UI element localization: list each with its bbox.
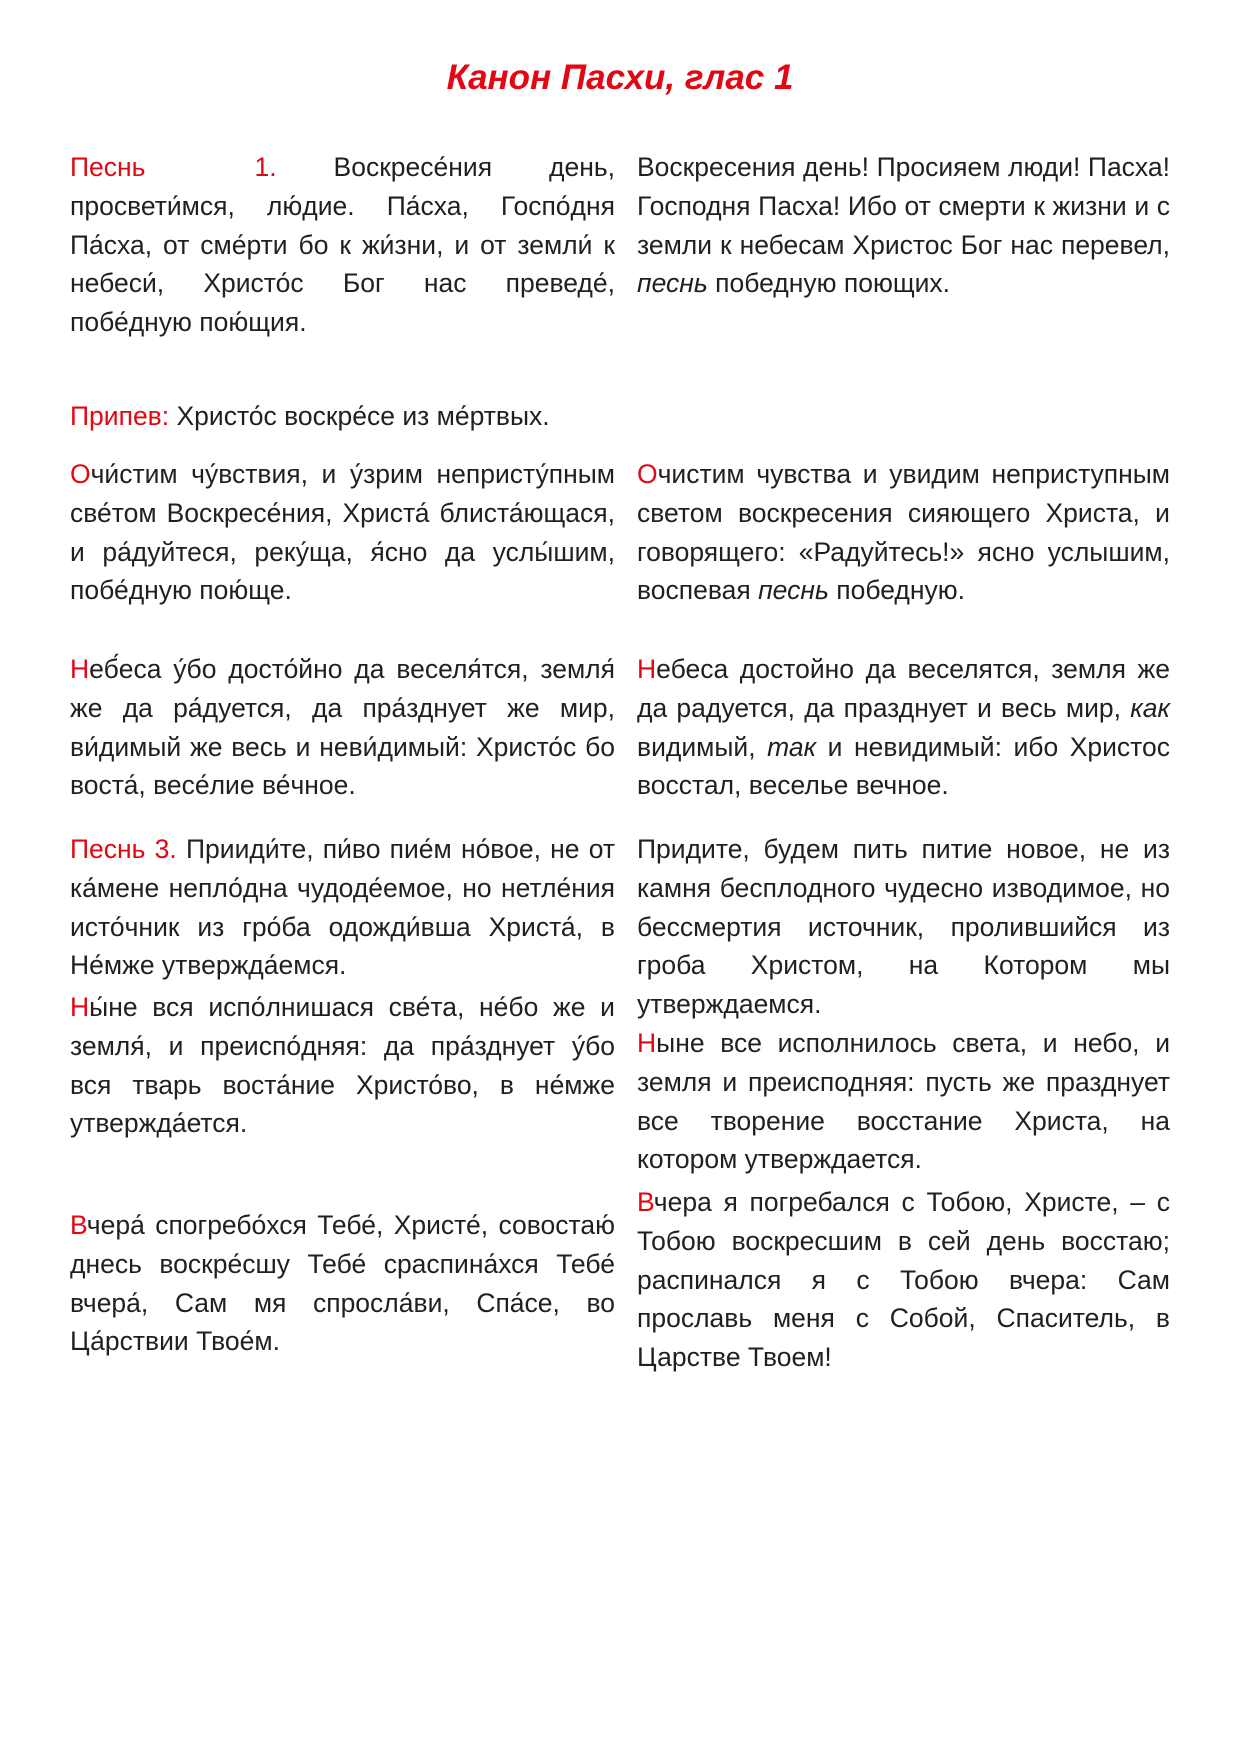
red-initial: Н [70,992,90,1022]
troparion-nebesa-russian: Небеса достойно да веселятся, земля же да радуется, да празднует и весь мир, как видимый, так и невидимый: ибо Христос восстал, веселье вечное. [637,654,1170,801]
troparion-ochistim-slavonic: Очи́стим чу́вствия, и у́зрим непристу́пным све́том Воскресе́ния, Христа́ блиста́ющася, и ра́дуйтеся, реку́ща, я́сно да услы́шим, побе́дную пою́ще. [70,459,615,606]
song3-slavonic: Песнь 3. Прииди́те, пи́во пие́м но́вое, не от ка́мене непло́дна чудоде́емое, но нетле́ния исто́чник из гро́ба одожди́вша Христа́, в Не́мже утвержда́емся. [70,834,615,981]
song-label: Песнь 3. [70,834,177,864]
red-initial: В [637,1187,654,1217]
troparion-nyne-russian: Ныне все исполнилось света, и небо, и земля и преисподняя: пусть же празднует все творение восстание Христа, на котором утверждается. [637,1028,1170,1175]
troparion-nyne-slavonic: Ны́не вся испо́лнишася све́та, не́бо же и земля́, и преиспо́дняя: да пра́зднует у́бо вся тварь воста́ние Христо́во, в не́мже утвержда́ется. [70,992,615,1139]
troparion-ochistim-russian: Очистим чувства и увидим неприступным светом воскресения сияющего Христа, и говорящего: «Радуйтесь!» ясно услышим, воспевая песнь победную. [637,459,1170,606]
red-initial: О [70,459,91,489]
refrain-text: Христо́с воскре́се из ме́ртвых. [176,401,550,431]
red-initial: В [70,1210,87,1240]
song-text: Воскресе́ния день, просвети́мся, лю́дие. Па́сха, Госпо́дня Па́сха, от сме́рти бо к жи́зни, и от земли́ к небеси́, Христо́с Бог нас преведе́, побе́дную пою́щия. [70,152,615,338]
red-initial: Н [637,1028,657,1058]
page-title: Канон Пасхи, глас 1 [446,58,794,97]
red-initial: Н [637,654,657,684]
red-initial: О [637,459,658,489]
song-label: Песнь 1. [70,152,277,182]
troparion-nebesa-slavonic: Неб́еса у́бо досто́йно да веселя́тся, земля́ же да ра́дуется, да пра́зднует же мир, ви́димый же весь и неви́димый: Христо́с бо воста́, весе́лие ве́чное. [70,654,615,801]
troparion-vchera-russian: Вчера я погребался с Тобою, Христе, – с Тобою воскресшим в сей день восстаю; распинался я с Тобою вчера: Сам прославь меня с Собой, Спаситель, в Царстве Твоем! [637,1187,1170,1373]
refrain-label: Припев: [70,401,170,431]
red-initial: Н [70,654,90,684]
song1-slavonic [70,148,615,342]
song1-russian: Воскресения день! Просияем люди! Пасха! Господня Пасха! Ибо от смерти к жизни и с земли к небесам Христос Бог нас перевел, песнь победную поющих. [637,152,1170,299]
song3-russian: Придите, будем пить питие новое, не из камня бесплодного чудесно изводимое, но бессмертия источник, пролившийся из гроба Христом, на Котором мы утверждаемся. [637,834,1170,1020]
refrain [70,397,770,436]
troparion-vchera-slavonic: Вчера́ спогребо́хся Тебе́, Христе́, совостаю́ днесь воскре́сшу Тебе́ сраспина́хся Тебе́ вчера́, Сам мя спросла́ви, Спа́се, во Ца́рствии Твое́м. [70,1210,615,1357]
